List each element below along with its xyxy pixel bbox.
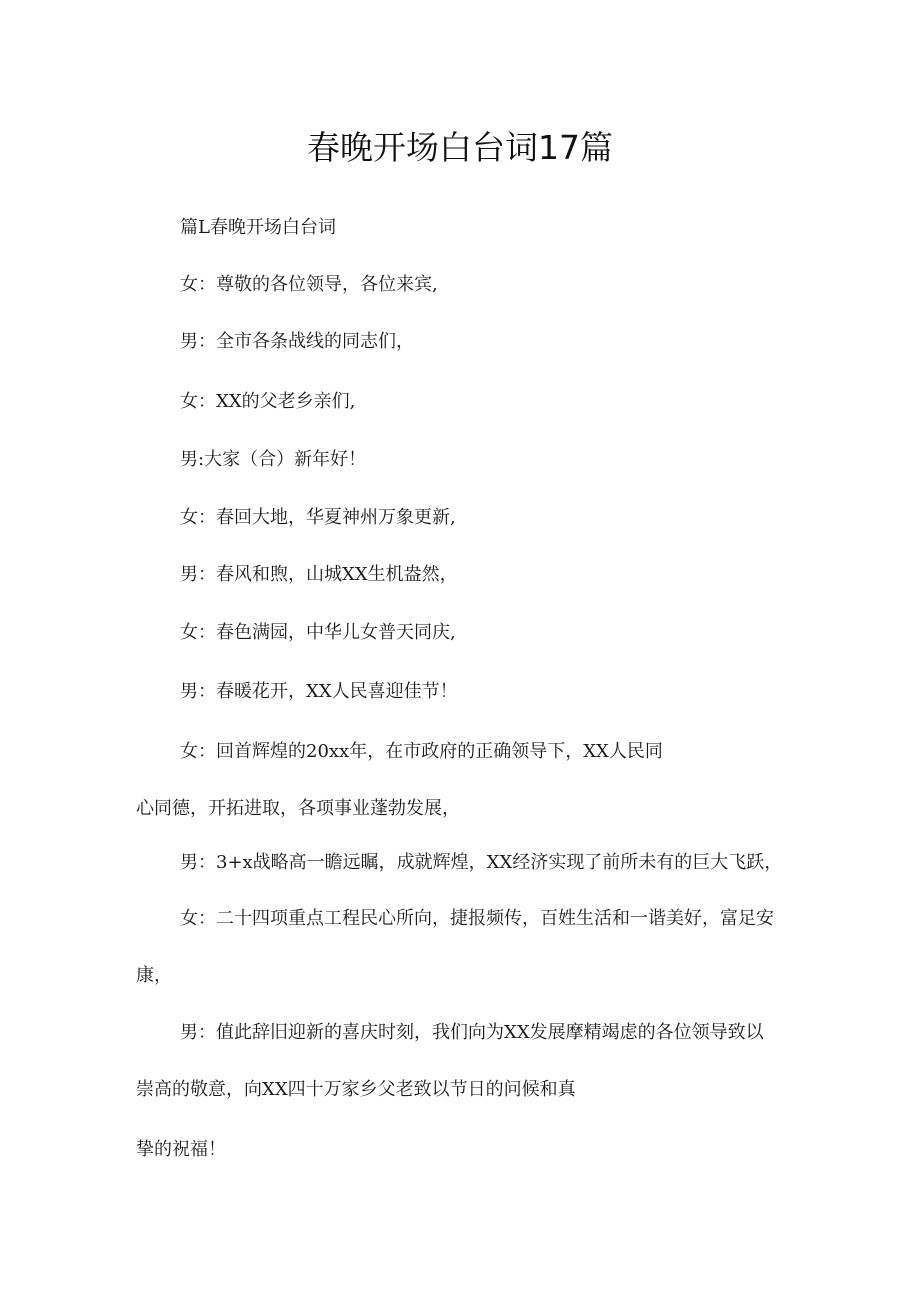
paragraph-line: 男:大家（合）新年好！ xyxy=(180,449,367,470)
paragraph-line: 女：尊敬的各位领导，各位来宾, xyxy=(180,274,438,295)
paragraph-line: 心同德，开拓进取，各项事业蓬勃发展， xyxy=(136,798,460,819)
paragraph-line: 女：XX的父老乡亲们, xyxy=(180,391,356,412)
section-heading: 篇L春晚开场白台词 xyxy=(180,217,336,238)
paragraph-line: 女：春回大地，华夏神州万象更新, xyxy=(180,507,456,528)
paragraph-line: 男：春风和煦，山城XX生机盎然， xyxy=(180,564,458,585)
paragraph-line: 女：二十四项重点工程民心所向，捷报频传，百姓生活和一谐美好，富足安 xyxy=(180,908,774,929)
paragraph-line: 男：全市各条战线的同志们， xyxy=(180,331,414,352)
paragraph-line: 崇高的敬意，向XX四十万家乡父老致以节日的问候和真 xyxy=(136,1079,576,1100)
paragraph-line: 女：回首辉煌的20xx年，在市政府的正确领导下，XX人民同 xyxy=(180,741,663,762)
paragraph-line: 挚的祝福！ xyxy=(136,1139,226,1160)
paragraph-line: 男：春暖花开，XX人民喜迎佳节！ xyxy=(180,681,458,702)
document-title: 春晚开场白台词17篇 xyxy=(307,128,613,167)
paragraph-line: 女：春色满园，中华儿女普天同庆, xyxy=(180,622,456,643)
paragraph-line: 男：值此辞旧迎新的喜庆时刻，我们向为XX发展摩精竭虑的各位领导致以 xyxy=(180,1022,764,1043)
paragraph-line: 康， xyxy=(136,965,172,986)
paragraph-line: 男：3+x战略高一瞻远瞩，成就辉煌，XX经济实现了前所未有的巨大飞跃， xyxy=(180,852,783,873)
